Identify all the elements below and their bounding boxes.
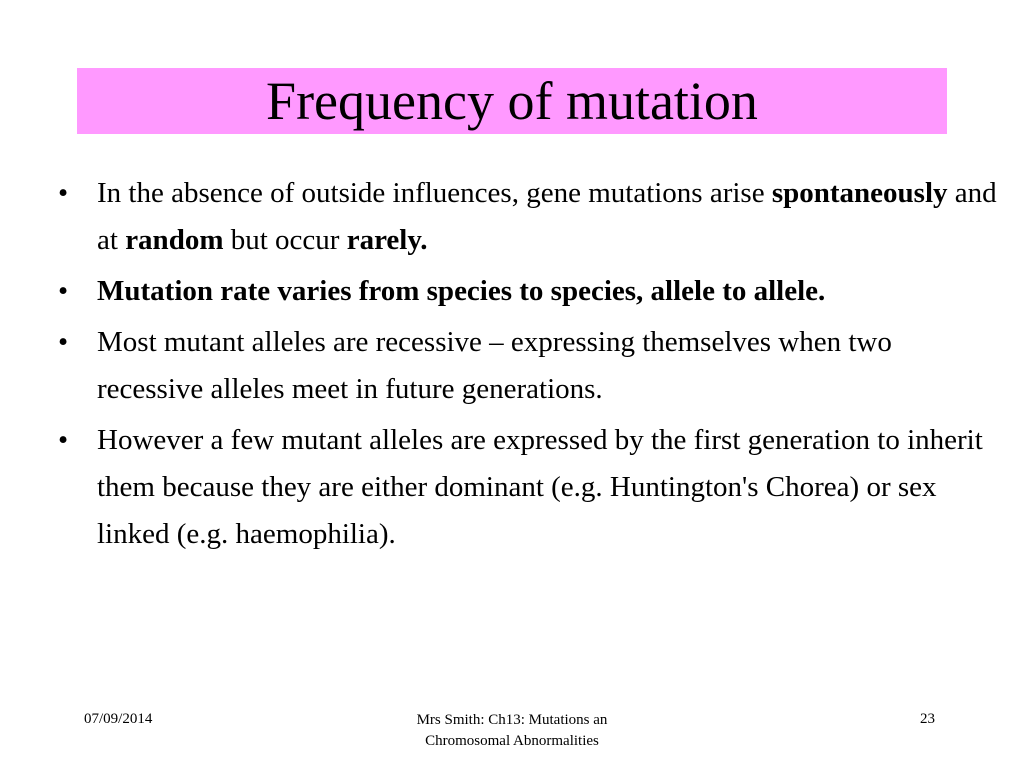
bullet-item xyxy=(50,417,1000,558)
bullet-item xyxy=(50,170,1000,264)
bullet-text-run: but occur xyxy=(223,224,347,256)
bullet-text-run: Most mutant alleles are recessive – expressing themselves when two recessive alleles meet in future generations. xyxy=(97,326,892,405)
footer-title xyxy=(345,710,679,752)
bullet-text-run: In the absence of outside influences, gene mutations arise xyxy=(97,177,772,209)
footer-date: 07/09/2014 xyxy=(84,711,153,727)
bullet-text xyxy=(97,275,825,307)
bullet-text-bold-run: random xyxy=(125,224,224,256)
bullet-text-bold-run: Mutation rate varies from species to species, allele to allele. xyxy=(97,275,826,307)
bullet-dot: • xyxy=(58,177,69,209)
bullet-text xyxy=(97,326,892,405)
slide-title-bar xyxy=(77,68,947,134)
bullet-dot: • xyxy=(58,424,69,456)
bullet-dot: • xyxy=(58,326,69,358)
footer-title-line: Chromosomal Abnormalities xyxy=(425,733,599,749)
bullet-text-bold-run: spontaneously xyxy=(771,177,948,209)
bullet-dot: • xyxy=(58,275,69,307)
bullet-text xyxy=(97,424,983,550)
footer-page-number: 23 xyxy=(920,711,935,727)
slide-title: Frequency of mutation xyxy=(266,71,758,131)
footer-title-line: Mrs Smith: Ch13: Mutations an xyxy=(416,712,608,728)
bullet-text-run: and at xyxy=(97,177,997,256)
bullet-text xyxy=(97,177,997,256)
bullet-text-run: However a few mutant alleles are expressed by the first generation to inherit them because they are either dominant (e.g. Huntington's Chorea) or sex linked (e.g. haemophilia). xyxy=(97,424,983,550)
bullet-text-bold-run: rarely. xyxy=(346,224,428,256)
bullet-item xyxy=(50,268,1000,315)
bullet-list xyxy=(50,170,1000,562)
bullet-item xyxy=(50,319,1000,413)
